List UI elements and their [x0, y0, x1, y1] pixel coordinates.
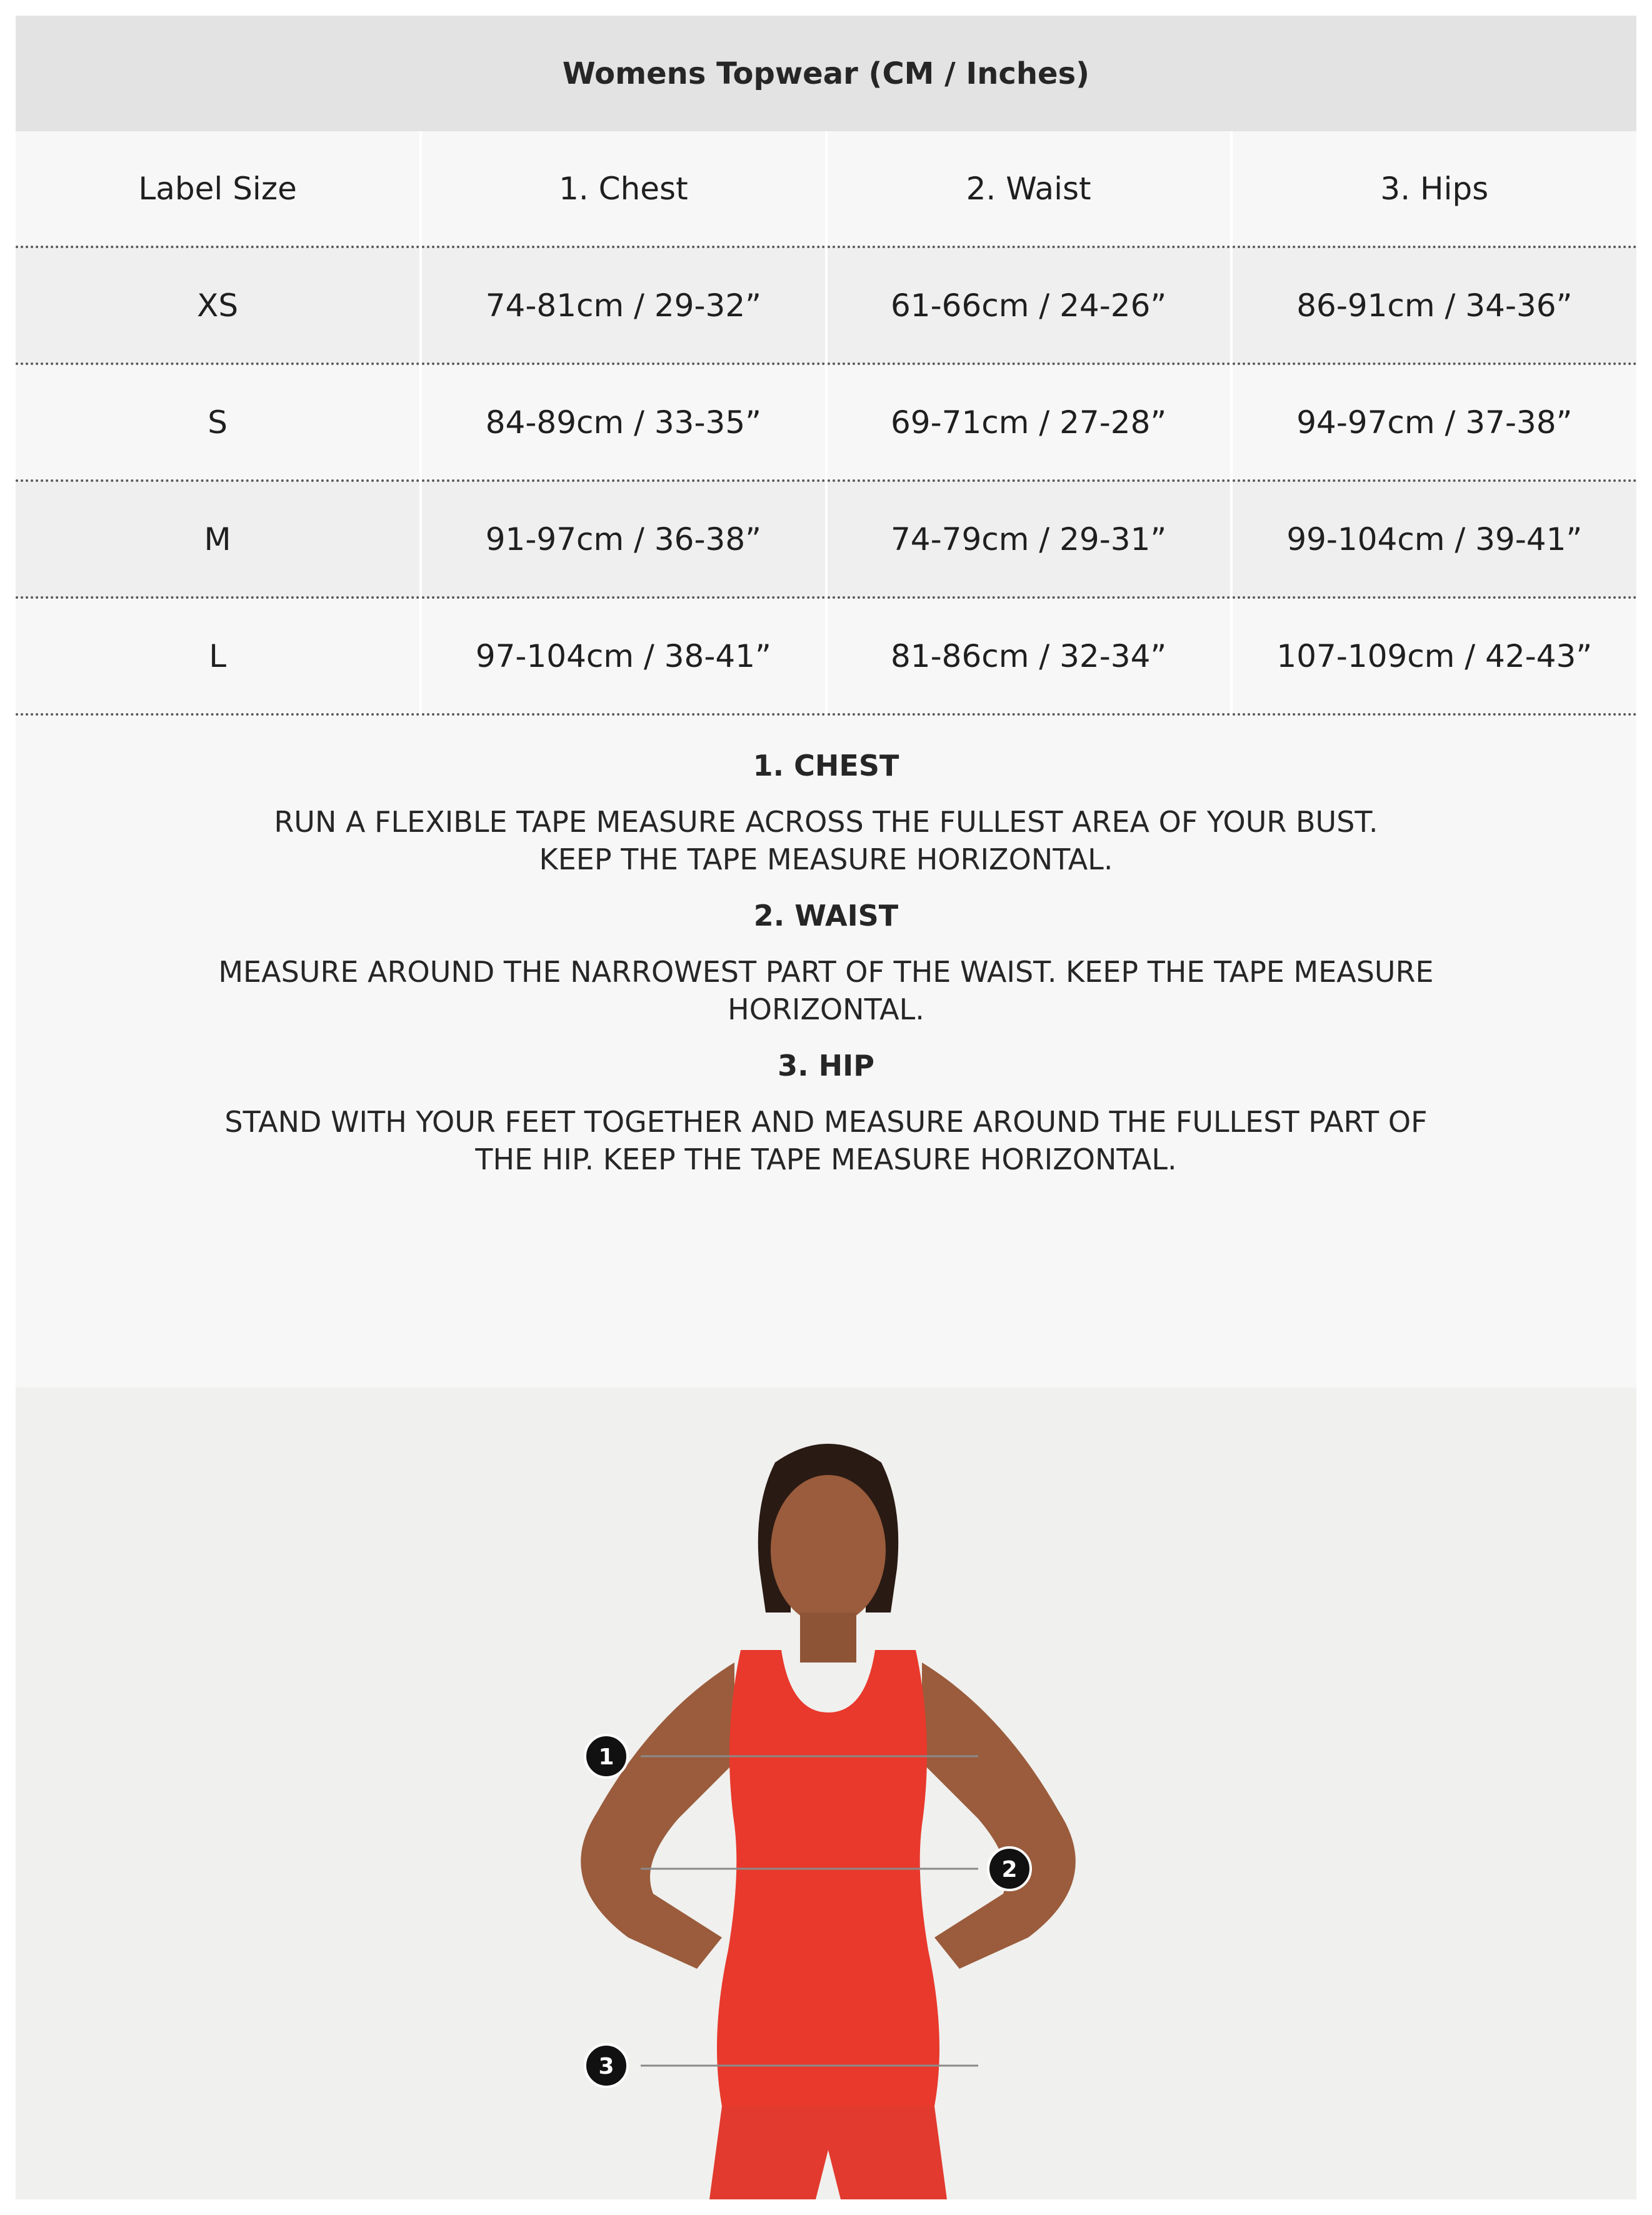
- model-face: [771, 1475, 886, 1625]
- cell-size: XS: [16, 247, 421, 364]
- size-table: [16, 131, 1636, 716]
- header-waist: 2. Waist: [826, 131, 1231, 247]
- cell-chest: 91-97cm / 36-38”: [421, 481, 826, 598]
- cell-waist: 74-79cm / 29-31”: [826, 481, 1231, 598]
- svg-text:1: 1: [598, 1744, 614, 1770]
- cell-waist: 81-86cm / 32-34”: [826, 598, 1231, 714]
- waist-guide: [16, 878, 1636, 1028]
- table-row: [16, 247, 1636, 364]
- model-illustration: [16, 1388, 1636, 2199]
- model-photo: [16, 1388, 1636, 2199]
- waist-instruction-line-2: HORIZONTAL.: [728, 992, 924, 1026]
- svg-text:2: 2: [1001, 1857, 1018, 1882]
- cell-waist: 61-66cm / 24-26”: [826, 247, 1231, 364]
- hip-guide: [16, 1028, 1636, 1178]
- measuring-guide: [16, 728, 1636, 1391]
- waist-marker: [988, 1848, 1031, 1890]
- chest-guide: [16, 728, 1636, 878]
- chest-marker: [585, 1735, 628, 1778]
- cell-chest: 74-81cm / 29-32”: [421, 247, 826, 364]
- cell-size: S: [16, 364, 421, 481]
- model-tank-top: [717, 1650, 939, 2106]
- table-row: [16, 364, 1636, 481]
- hip-instruction-line-2: THE HIP. KEEP THE TAPE MEASURE HORIZONTAL.: [475, 1142, 1177, 1176]
- cell-size: L: [16, 598, 421, 714]
- cell-waist: 69-71cm / 27-28”: [826, 364, 1231, 481]
- chest-heading: 1. CHEST: [753, 749, 899, 782]
- cell-chest: 97-104cm / 38-41”: [421, 598, 826, 714]
- cell-chest: 84-89cm / 33-35”: [421, 364, 826, 481]
- header-hips: 3. Hips: [1231, 131, 1636, 247]
- chest-instruction-line-1: RUN A FLEXIBLE TAPE MEASURE ACROSS THE FULLEST AREA OF YOUR BUST.: [274, 805, 1378, 839]
- cell-hips: 99-104cm / 39-41”: [1231, 481, 1636, 598]
- header-chest: 1. Chest: [421, 131, 826, 247]
- table-title: Womens Topwear (CM / Inches): [16, 16, 1636, 131]
- table-header-row: [16, 131, 1636, 247]
- cell-hips: 107-109cm / 42-43”: [1231, 598, 1636, 714]
- waist-instruction-line-1: MEASURE AROUND THE NARROWEST PART OF THE WAIST. KEEP THE TAPE MEASURE: [218, 955, 1434, 989]
- table-row: [16, 481, 1636, 598]
- cell-size: M: [16, 481, 421, 598]
- waist-heading: 2. WAIST: [753, 899, 899, 932]
- hip-marker: [585, 2044, 628, 2087]
- svg-text:3: 3: [598, 2054, 614, 2079]
- model-neck: [800, 1612, 856, 1662]
- chest-instruction-line-2: KEEP THE TAPE MEASURE HORIZONTAL.: [539, 842, 1113, 876]
- size-guide-sheet: [16, 16, 1636, 2199]
- header-label-size: Label Size: [16, 131, 421, 247]
- table-row: [16, 598, 1636, 714]
- cell-hips: 86-91cm / 34-36”: [1231, 247, 1636, 364]
- hip-heading: 3. HIP: [778, 1049, 874, 1082]
- hip-instruction-line-1: STAND WITH YOUR FEET TOGETHER AND MEASURE AROUND THE FULLEST PART OF: [224, 1105, 1428, 1139]
- cell-hips: 94-97cm / 37-38”: [1231, 364, 1636, 481]
